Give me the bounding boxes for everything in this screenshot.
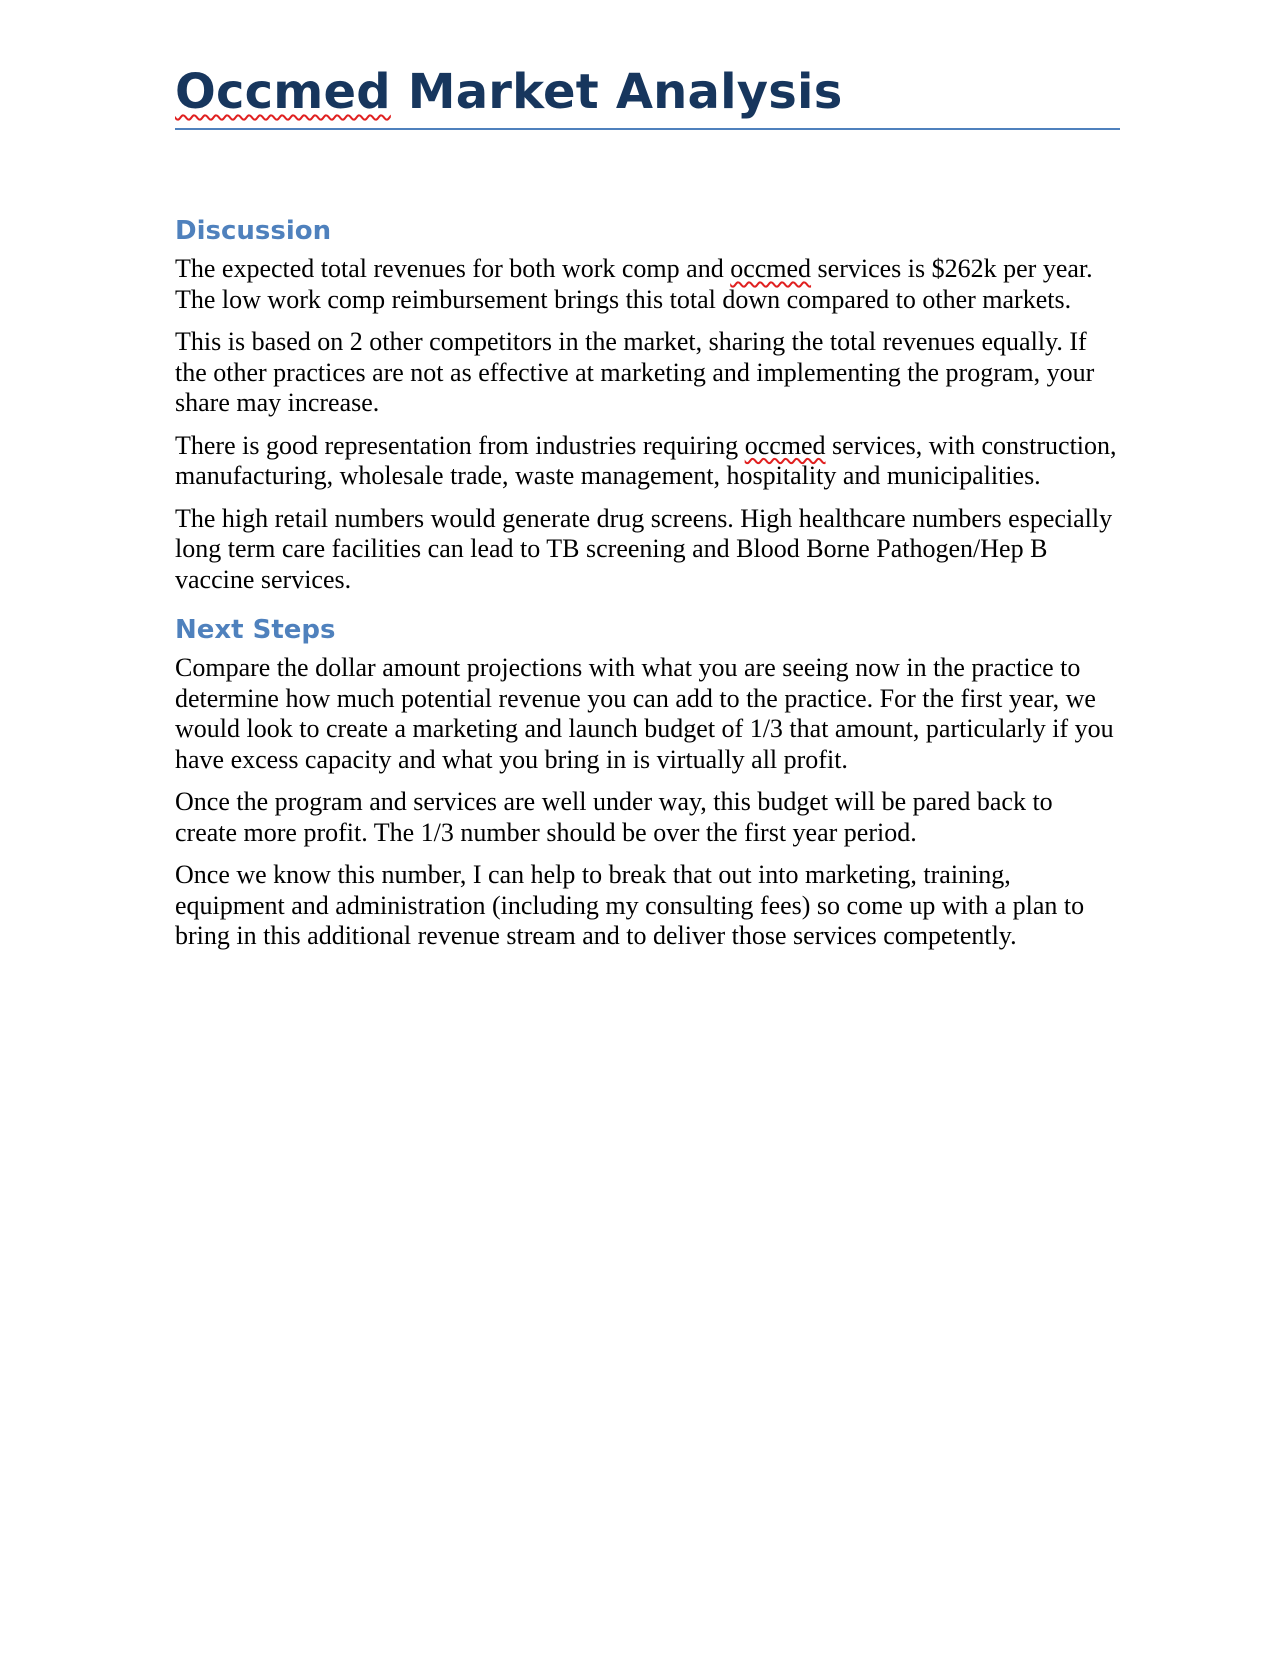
discussion-paragraph-2 bbox=[175, 327, 1120, 419]
discussion-paragraph-4 bbox=[175, 504, 1120, 596]
discussion-paragraph-3 bbox=[175, 431, 1120, 492]
section-heading-next-steps: Next Steps bbox=[175, 615, 336, 645]
document-content bbox=[175, 60, 1120, 964]
paragraph-text: This is based on 2 other competitors in the market, sharing the total revenues equally. If the other practices are not as effective at marketing and implementing the program, your share may increase. bbox=[175, 327, 1095, 417]
title-misspelled-word: Occmed bbox=[175, 64, 391, 120]
paragraph-text: The high retail numbers would generate drug screens. High healthcare numbers especially long term care facilities can lead to TB screening and Blood Borne Pathogen/Hep B vaccine services. bbox=[175, 503, 1113, 594]
document-title bbox=[175, 60, 1120, 130]
next-steps-paragraph-3 bbox=[175, 860, 1120, 952]
paragraph-text: Once the program and services are well under way, this budget will be pared back to create more profit. The 1/3 number should be over the first year period. bbox=[175, 787, 1053, 847]
paragraph-text: Once we know this number, I can help to break that out into marketing, training, equipment and administration (including my consulting fees) so come up with a plan to bring in this additional revenue stream and to deliver those services competently. bbox=[175, 860, 1085, 950]
next-steps-paragraph-1 bbox=[175, 653, 1120, 775]
next-steps-paragraph-2 bbox=[175, 787, 1120, 848]
misspelled-word: occmed bbox=[744, 430, 826, 460]
paragraph-text: services, with construction, manufacturing, wholesale trade, waste management, hospitality and municipalities. bbox=[175, 430, 1117, 490]
paragraph-text: The expected total revenues for both work comp and bbox=[175, 254, 731, 283]
paragraph-text: Compare the dollar amount projections with what you are seeing now in the practice to determine how much potential revenue you can add to the practice. For the first year, we would look to create a marketing and launch budget of 1/3 that amount, particularly if you have excess capacity and what you bring in is virtually all profit. bbox=[175, 653, 1114, 774]
section-heading-discussion: Discussion bbox=[175, 216, 332, 246]
discussion-paragraph-1 bbox=[175, 254, 1120, 315]
misspelled-word: occmed bbox=[730, 254, 812, 283]
title-text: Market Analysis bbox=[390, 64, 843, 120]
paragraph-text: There is good representation from industries requiring bbox=[175, 430, 745, 460]
paragraph-text: services is $262k per year. The low work comp reimbursement brings this total down compared to other markets. bbox=[175, 254, 1093, 314]
